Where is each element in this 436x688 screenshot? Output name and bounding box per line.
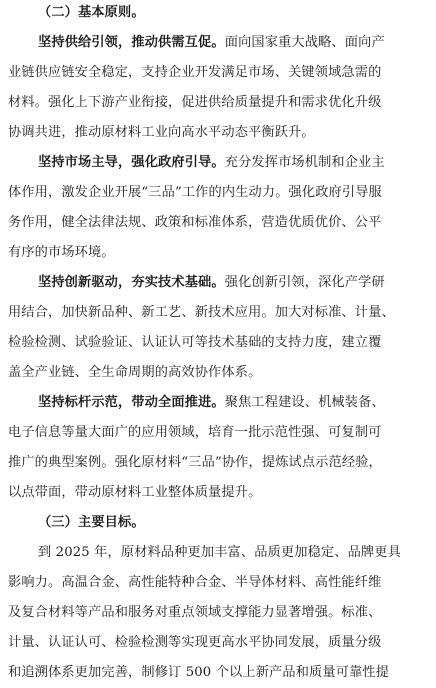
paragraph-line: 检验检测、试验验证、认证认可等技术基础的支持力度，建立覆 xyxy=(8,335,382,350)
paragraph-line: 有序的市场环境。 xyxy=(8,245,115,260)
paragraph-line: 和追溯体系更加完善，制修订 500 个以上新产品和质量可靠性提 xyxy=(8,665,390,680)
paragraph-lead: 坚持供给引领，推动供需互促。 xyxy=(38,35,225,50)
paragraph-line xyxy=(8,268,428,298)
paragraph-2025-goals xyxy=(8,538,428,688)
paragraph-lead: 坚持创新驱动，夯实技术基础。 xyxy=(38,275,225,290)
paragraph-text: 充分发挥市场机制和企业主 xyxy=(224,155,385,170)
paragraph-line: 及复合材料等产品和服务对重点领域支撑能力显著增强。标准、 xyxy=(8,605,382,620)
paragraph-line: 推广的典型案例。强化原材料“三品”协作，提炼试点示范经验， xyxy=(8,455,382,470)
paragraph-lead: 坚持标杆示范，带动全面推进。 xyxy=(38,395,225,410)
paragraph-line: 材料。强化上下游产业衔接，促进供给质量提升和需求优化升级 xyxy=(8,95,382,110)
paragraph-supply-guidance xyxy=(8,28,428,148)
paragraph-innovation-driven xyxy=(8,268,428,388)
paragraph-line: 电子信息等量大面广的应用领域，培育一批示范性强、可复制可 xyxy=(8,425,382,440)
section-heading-basic-principles: （二）基本原则。 xyxy=(38,5,145,20)
paragraph-line: 影响力。高温合金、高性能特种合金、半导体材料、高性能纤维 xyxy=(8,575,382,590)
paragraph-line: 以点带面，带动原材料工业整体质量提升。 xyxy=(8,485,262,500)
paragraph-line xyxy=(8,148,428,178)
paragraph-line xyxy=(8,388,428,418)
paragraph-line: 业链供应链安全稳定，支持企业开发满足市场、关键领域急需的 xyxy=(8,65,382,80)
paragraph-line xyxy=(8,28,428,58)
paragraph-line: 盖全产业链、全生命周期的高效协作体系。 xyxy=(8,365,262,380)
paragraph-market-led xyxy=(8,148,428,268)
paragraph-line: 到 2025 年，原材料品种更加丰富、品质更加稳定、品牌更具 xyxy=(38,545,401,560)
paragraph-benchmark-demonstration xyxy=(8,388,428,508)
paragraph-line: 体作用，激发企业开展“三品”工作的内生动力。强化政府引导服 xyxy=(8,185,382,200)
paragraph-line: 计量、认证认可、检验检测等实现更高水平协同发展，质量分级 xyxy=(8,635,382,650)
section-heading-main-goals: （三）主要目标。 xyxy=(38,515,145,530)
paragraph-lead: 坚持市场主导，强化政府引导。 xyxy=(38,155,225,170)
paragraph-text: 聚焦工程建设、机械装备、 xyxy=(224,395,385,410)
paragraph-text: 面向国家重大战略、面向产 xyxy=(224,35,385,50)
paragraph-line: 协调共进，推动原材料工业向高水平动态平衡跃升。 xyxy=(8,125,315,140)
paragraph-line: 务作用，健全法律法规、政策和标准体系，营造优质优价、公平 xyxy=(8,215,382,230)
paragraph-text: 强化创新引领，深化产学研 xyxy=(224,275,385,290)
paragraph-line: 用结合，加快新品种、新工艺、新技术应用。加大对标准、计量、 xyxy=(8,305,395,320)
